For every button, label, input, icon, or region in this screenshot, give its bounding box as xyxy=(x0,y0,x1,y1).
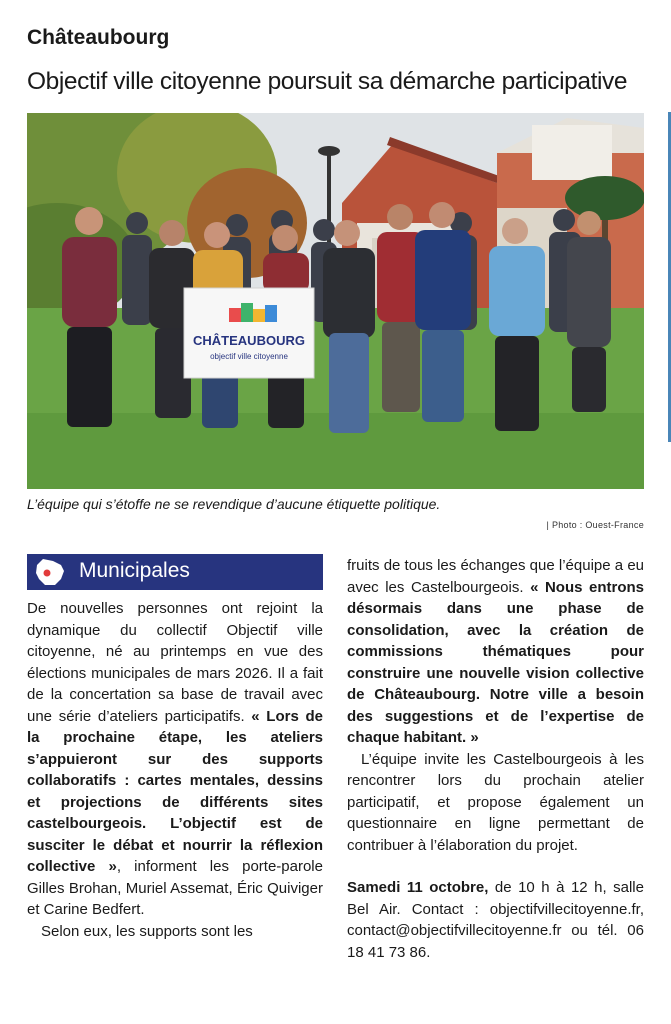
paragraph: L’équipe invite les Castelbourgeois à les rencontrer lors du prochain atelier participatif, et propose également un questionnaire en ligne permettant de contribuer à l’élaboration du projet. xyxy=(347,750,644,854)
article-kicker: Châteaubourg xyxy=(27,26,170,49)
france-map-icon xyxy=(31,557,69,587)
photo-credit: | Photo : Ouest-France xyxy=(546,520,644,530)
rubric-banner xyxy=(27,554,323,590)
event-date: Samedi 11 octobre, xyxy=(347,879,489,896)
group-photo-illustration xyxy=(27,113,644,489)
article-column-2 xyxy=(347,555,644,963)
body-text: De nouvelles personnes ont rejoint la dynamique du collectif Objectif ville citoyenne, né au printemps en vue des élections municipales de mars 2026. Il a fait de la concertation sa base de travail avec une série d’ateliers participatifs. xyxy=(27,600,323,725)
paragraph: Selon eux, les supports sont les xyxy=(41,922,253,940)
paragraph xyxy=(347,555,644,749)
article-column-1 xyxy=(27,598,323,942)
body-text: , informent les porte-parole Gilles Brohan, Muriel Assemat, Éric Quiviger et Carine Bedfert. xyxy=(27,858,323,918)
event-details: de 10 h à 12 h, salle Bel Air. Contact : objectifvillecitoyenne.fr, contact@objectifvillecitoyenne.fr ou tél. 06 18 41 73 86. xyxy=(347,879,644,961)
body-text: fruits de tous les échanges que l’équipe a eu avec les Castelbourgeois. xyxy=(347,557,644,596)
quote-text: « Nous entrons désormais dans une phase de consolidation, avec la création de commissions thématiques pour construire une nouvelle vision collective de Châteaubourg. Notre ville a besoin des suggestions et de l’expertise de chaque habitant. » xyxy=(347,578,644,746)
event-info xyxy=(347,877,644,963)
photo-caption: L’équipe qui s’étoffe ne se revendique d’aucune étiquette politique. xyxy=(27,496,441,512)
article-headline: Objectif ville citoyenne poursuit sa démarche participative xyxy=(27,68,628,95)
rubric-label: Municipales xyxy=(79,559,190,582)
group-photo xyxy=(27,113,644,489)
paragraph xyxy=(27,598,323,921)
quote-text: « Lors de la prochaine étape, les ateliers s’appuieront sur des supports collaboratifs : cartes mentales, dessins et projections de différents sites castelbourgeois. L’objectif est de susciter le débat et nourrir la réflexion collective » xyxy=(27,707,323,875)
banner-title: CHÂTEAUBOURG xyxy=(193,333,305,348)
banner-subtitle: objectif ville citoyenne xyxy=(210,352,288,361)
